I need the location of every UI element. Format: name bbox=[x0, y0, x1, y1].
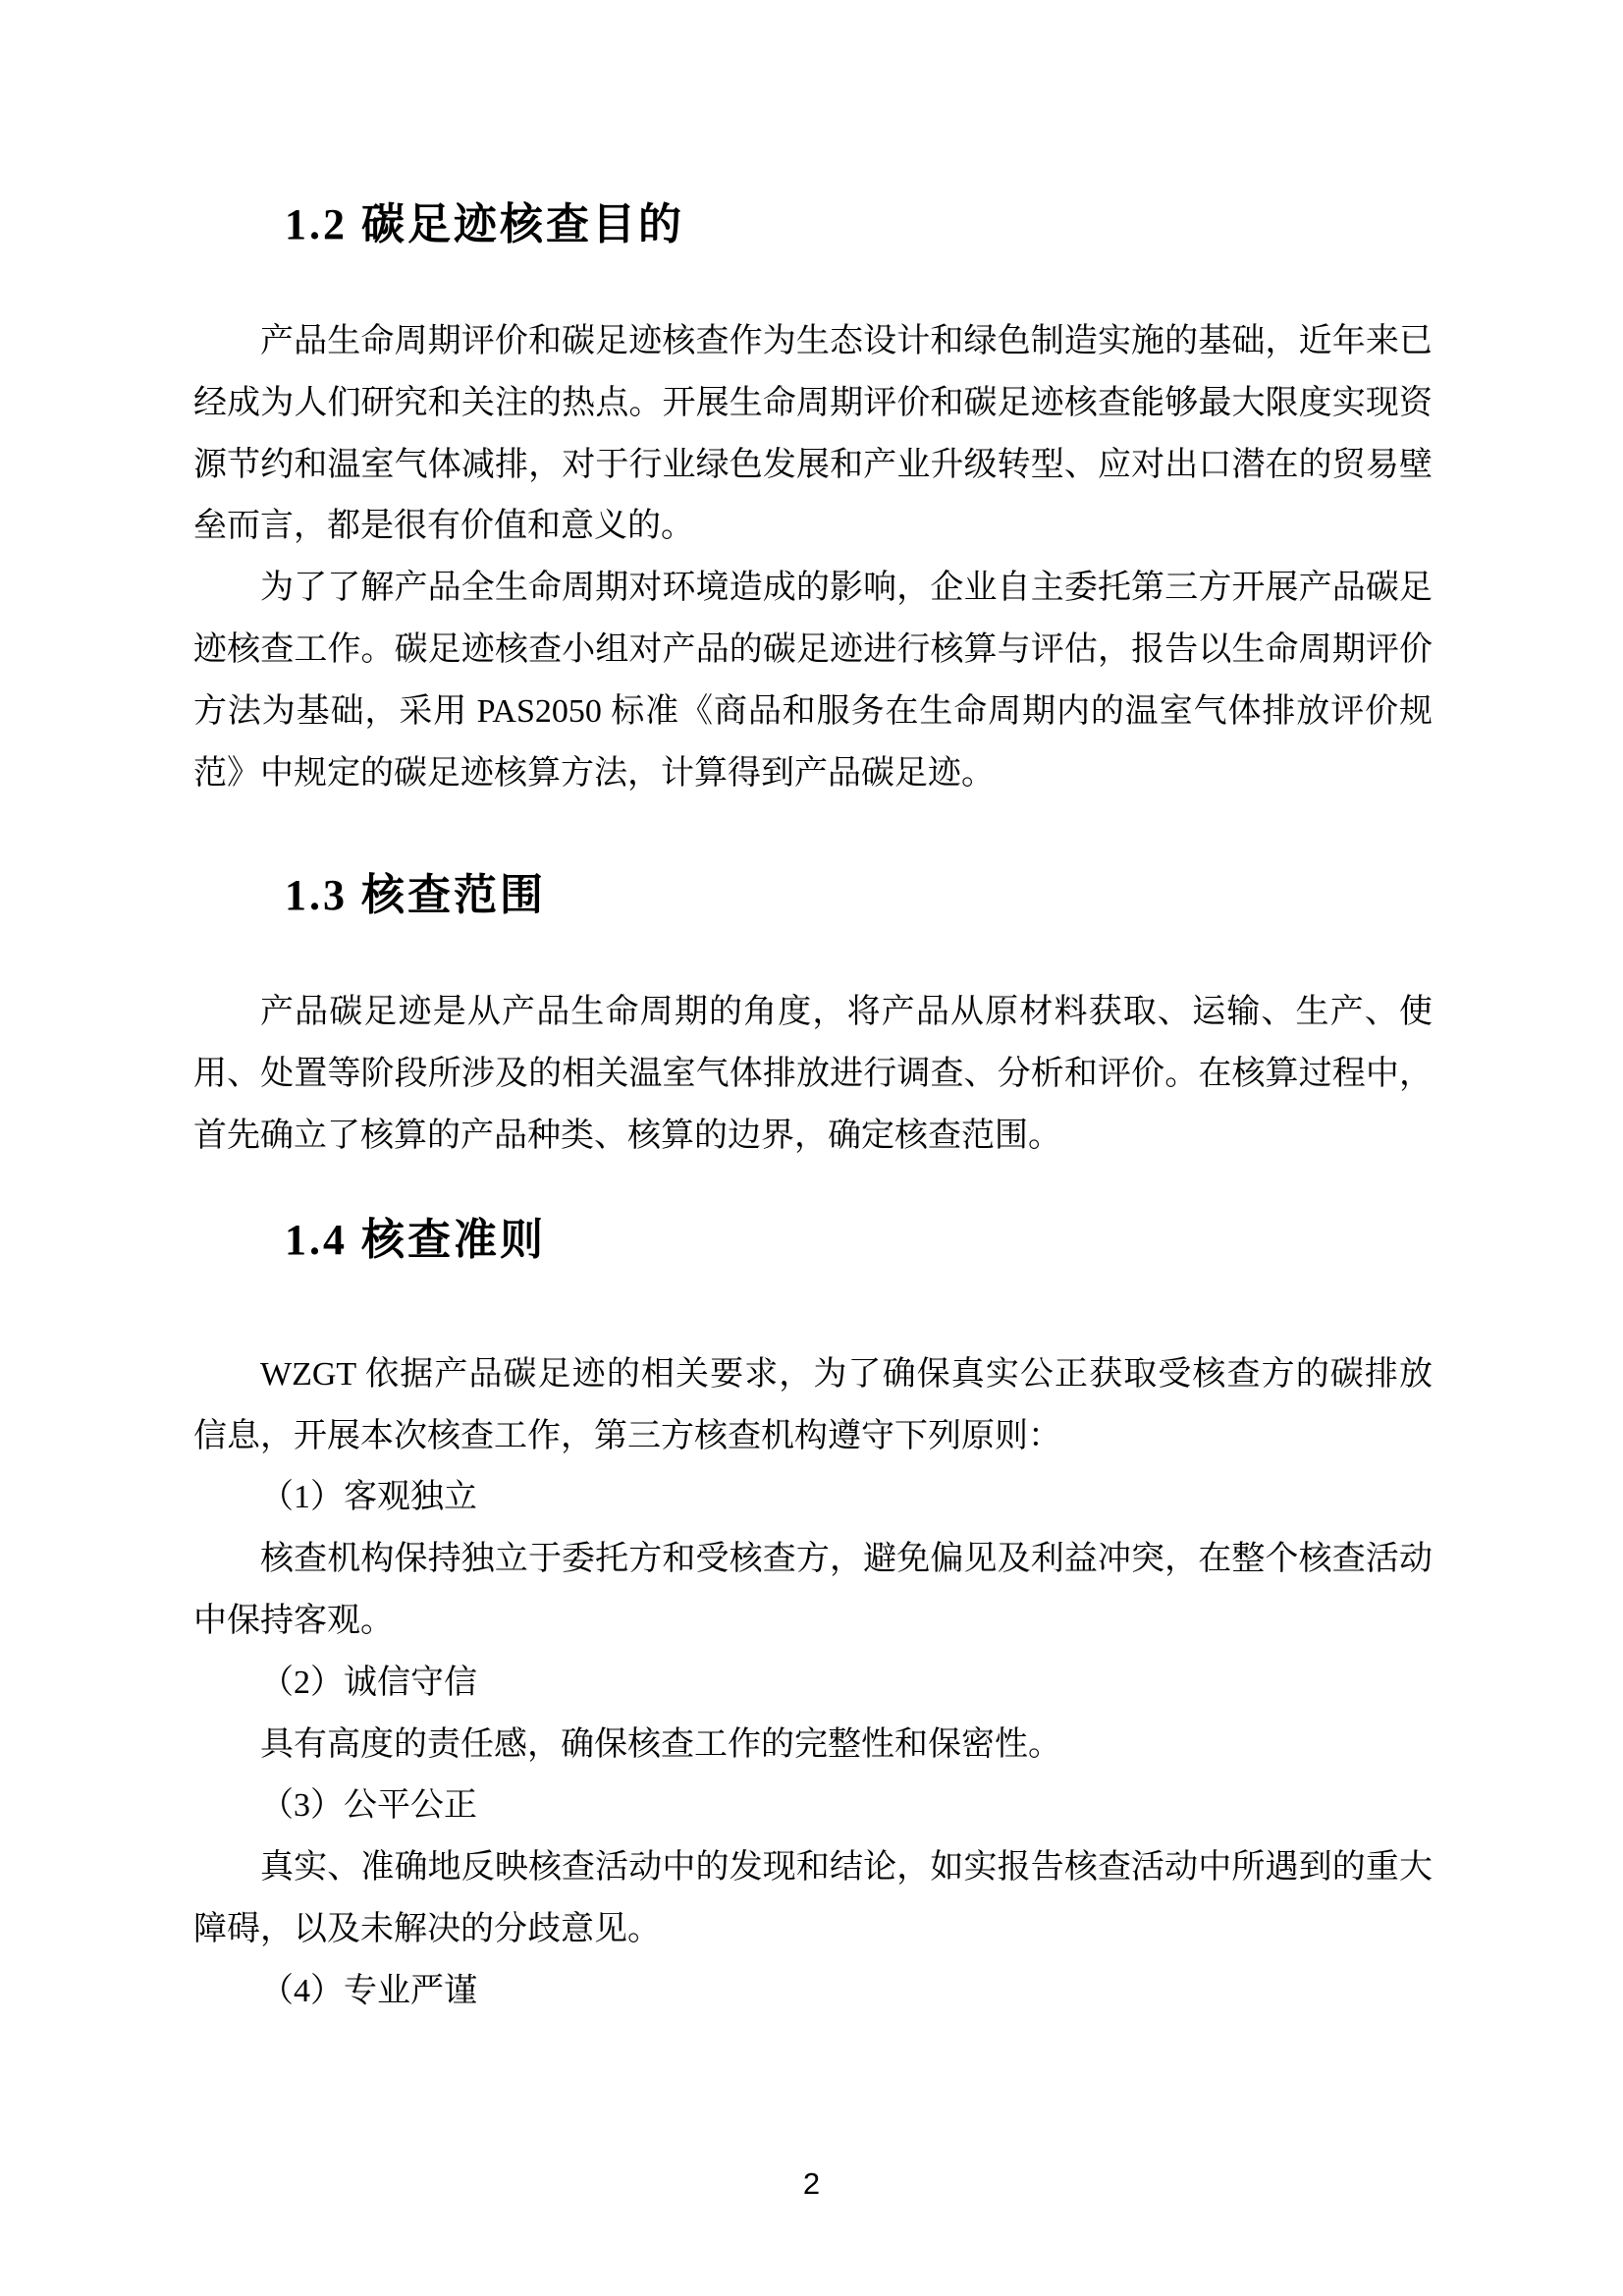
list-item-4-title: （4）专业严谨 bbox=[260, 1972, 477, 2009]
list-item-3-body: 真实、准确地反映核查活动中的发现和结论，如实报告核查活动中所遇到的重大障碍，以及未解决的分歧意见。 bbox=[193, 1849, 1433, 1947]
list-item-2-title: （2）诚信守信 bbox=[260, 1664, 477, 1701]
list-item-2-body: 具有高度的责任感，确保核查工作的完整性和保密性。 bbox=[260, 1725, 1061, 1763]
page-content bbox=[193, 0, 1433, 2023]
page-number: 2 bbox=[802, 2166, 821, 2201]
section-heading-1-3: 1.3 核查范围 bbox=[285, 871, 546, 920]
list-item-1-title: （1）客观独立 bbox=[260, 1479, 477, 1516]
paragraph-criteria-intro: WZGT 依据产品碳足迹的相关要求，为了确保真实公正获取受核查方的碳排放信息，开展本次核查工作，第三方核查机构遵守下列原则： bbox=[193, 1355, 1433, 1454]
paragraph-purpose-1: 产品生命周期评价和碳足迹核查作为生态设计和绿色制造实施的基础，近年来已经成为人们研究和关注的热点。开展生命周期评价和碳足迹核查能够最大限度实现资源节约和温室气体减排，对于行业绿色发展和产业升级转型、应对出口潜在的贸易壁垒而言，都是很有价值和意义的。 bbox=[193, 323, 1433, 545]
list-item-3-title: （3）公平公正 bbox=[260, 1787, 477, 1825]
section-heading-1-2: 1.2 碳足迹核查目的 bbox=[285, 200, 684, 248]
section-heading-1-4: 1.4 核查准则 bbox=[285, 1215, 546, 1264]
paragraph-scope-1: 产品碳足迹是从产品生命周期的角度，将产品从原材料获取、运输、生产、使用、处置等阶段所涉及的相关温室气体排放进行调查、分析和评价。在核算过程中，首先确立了核算的产品种类、核算的边界，确定核查范围。 bbox=[193, 994, 1433, 1154]
paragraph-purpose-2: 为了了解产品全生命周期对环境造成的影响，企业自主委托第三方开展产品碳足迹核查工作。碳足迹核查小组对产品的碳足迹进行核算与评估，报告以生命周期评价方法为基础，采用 PAS2050 标准《商品和服务在生命周期内的温室气体排放评价规范》中规定的碳足迹核算方法，计算得到产品碳足迹。 bbox=[193, 570, 1433, 792]
list-item-1-body: 核查机构保持独立于委托方和受核查方，避免偏见及利益冲突，在整个核查活动中保持客观。 bbox=[193, 1541, 1433, 1639]
